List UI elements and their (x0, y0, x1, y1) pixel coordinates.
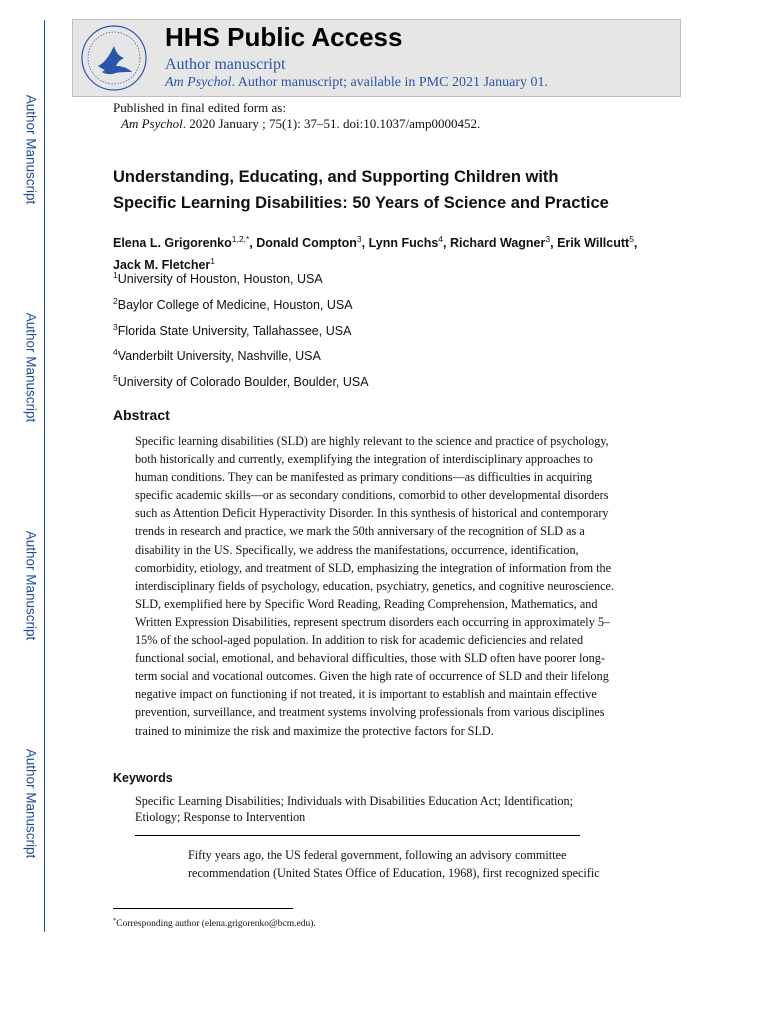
title-line: Understanding, Educating, and Supporting Children with (113, 168, 559, 186)
intro-line: recommendation (United States Office of Education, 1968), first recognized specific (188, 866, 600, 881)
author-affiliation-marker: 3 (545, 234, 551, 244)
abstract-line: both historically and currently, exemplifying the integration of interdisciplinary approaches to (135, 452, 593, 467)
article-title (113, 164, 673, 216)
side-label-author-manuscript (22, 64, 40, 234)
published-journal: Am Psychol (121, 116, 183, 131)
affiliation-text: Baylor College of Medicine, Houston, USA (117, 298, 353, 313)
author-name: Lynn Fuchs (368, 236, 439, 251)
side-label-text: Author Manuscript (23, 530, 39, 640)
banner-citation (165, 75, 548, 91)
affiliation-text: Vanderbilt University, Nashville, USA (117, 349, 321, 364)
affiliation (113, 347, 321, 363)
footnote-text: Corresponding author (elena.grigorenko@bcm.edu). (116, 919, 316, 930)
abstract-line: 15% of the school-aged population. In addition to risk for academic deficiencies and related (135, 633, 584, 648)
intro-line: Fifty years ago, the US federal government, following an advisory committee (188, 848, 567, 862)
author-affiliation-marker: 3 (356, 234, 362, 244)
abstract-line: trained to minimize the risk and maximize the protective factors for SLD. (135, 723, 494, 738)
keywords-heading: Keywords (113, 771, 173, 785)
side-label-text: Author Manuscript (23, 748, 39, 858)
side-label-author-manuscript (22, 500, 40, 670)
side-label-text: Author Manuscript (23, 312, 39, 422)
affiliation-marker: 1 (113, 270, 118, 280)
hhs-eagle-logo-icon (78, 22, 150, 94)
affiliation (113, 373, 369, 389)
side-rule (44, 20, 45, 932)
footnote-marker: * (113, 917, 117, 924)
author-affiliation-marker: 1,2,* (231, 234, 250, 244)
abstract-line: negative impact on functioning if not treated, it is important to establish and maintain effective (135, 687, 597, 702)
keywords-line: Etiology; Response to Intervention (135, 809, 306, 824)
keywords-line: Specific Learning Disabilities; Individuals with Disabilities Education Act; Identification; (135, 794, 573, 808)
author-name: Richard Wagner (449, 236, 546, 251)
abstract-line: such as Attention Deficit Hyperactivity Disorder. In this synthesis of historical and contemporary (135, 506, 609, 521)
abstract-line: interdisciplinary fields of psychology, education, psychiatry, genetics, and cognitive neuroscience. (135, 578, 615, 593)
published-details: . 2020 January ; 75(1): 37–51. doi:10.1037/amp0000452. (182, 116, 481, 131)
abstract-line: comorbidity, etiology, and treatment of SLD, emphasizing the integration of information from the (135, 560, 611, 575)
abstract-line: term social and vocational outcomes. Given the high rate of occurrence of SLD and their lifelong (135, 669, 609, 684)
affiliation-marker: 3 (113, 322, 118, 332)
title-line: Specific Learning Disabilities: 50 Years of Science and Practice (113, 194, 609, 212)
affiliation-text: University of Colorado Boulder, Boulder, USA (117, 375, 369, 390)
abstract-line: Written Expression Disabilities, represent spectrum disorders each occurring in approximately 5– (135, 614, 611, 629)
abstract-heading: Abstract (113, 407, 170, 423)
side-label-author-manuscript (22, 282, 40, 452)
abstract-line: trends in research and practice, we mark the 50th anniversary of the recognition of SLD as a (135, 524, 585, 539)
footnote (113, 917, 316, 929)
abstract-line: SLD, exemplified here by Specific Word Reading, Reading Comprehension, Mathematics, and (135, 596, 598, 611)
author-affiliation-marker: 5 (629, 234, 634, 244)
author-affiliation-marker: 4 (438, 234, 444, 244)
banner-availability: . Author manuscript; available in PMC 2021 January 01. (231, 75, 548, 90)
published-citation (121, 116, 480, 132)
author-name: Donald Compton (256, 236, 357, 251)
banner-title: HHS Public Access (165, 22, 403, 52)
author-affiliation-marker: 1 (210, 256, 215, 267)
intro-paragraph (188, 846, 638, 882)
affiliation (113, 322, 351, 338)
abstract-line: human conditions. They can be manifested as primary conditions—as difficulties in acquiring (135, 470, 593, 485)
affiliation-marker: 4 (113, 347, 118, 357)
affiliation-marker: 2 (113, 296, 118, 306)
author-list: Elena L. Grigorenko$^{1,2,*}$, Donald Compton$^3$, Lynn Fuchs$^4$, Richard Wagner$^3$, Erik Willcutt$^5$, Jack M. Fletcher$^1$ (113, 234, 638, 273)
abstract-line: functional social, emotional, and behavioral difficulties, those with SLD often have poorer long- (135, 651, 605, 666)
abstract-line: disability in the US. Specifically, we address the manifestations, occurrence, identification, (135, 542, 579, 557)
abstract-text (135, 432, 631, 740)
author-name: Erik Willcutt (557, 236, 630, 251)
side-label-text: Author Manuscript (23, 94, 39, 204)
affiliation (113, 270, 323, 286)
affiliation-text: University of Houston, Houston, USA (117, 272, 323, 287)
section-divider (135, 835, 580, 836)
published-label: Published in final edited form as: (113, 100, 286, 115)
banner-subtitle: Author manuscript (165, 56, 286, 73)
keywords-text (135, 794, 605, 825)
author-name: Jack M. Fletcher (113, 258, 211, 273)
affiliation (113, 296, 353, 312)
footnote-divider (113, 908, 293, 909)
abstract-line: prevention, surveillance, and treatment systems involving professionals from various disciplines (135, 705, 605, 720)
affiliation-text: Florida State University, Tallahassee, USA (117, 324, 352, 339)
banner-journal: Am Psychol (165, 75, 232, 90)
abstract-line: Specific learning disabilities (SLD) are highly relevant to the science and practice of psychology, (135, 434, 609, 448)
abstract-line: specific academic skills—or as secondary conditions, comorbid to other developmental disorders (135, 488, 609, 503)
side-label-author-manuscript (22, 718, 40, 888)
affiliation-marker: 5 (113, 373, 118, 383)
author-name: Elena L. Grigorenko (113, 236, 232, 251)
